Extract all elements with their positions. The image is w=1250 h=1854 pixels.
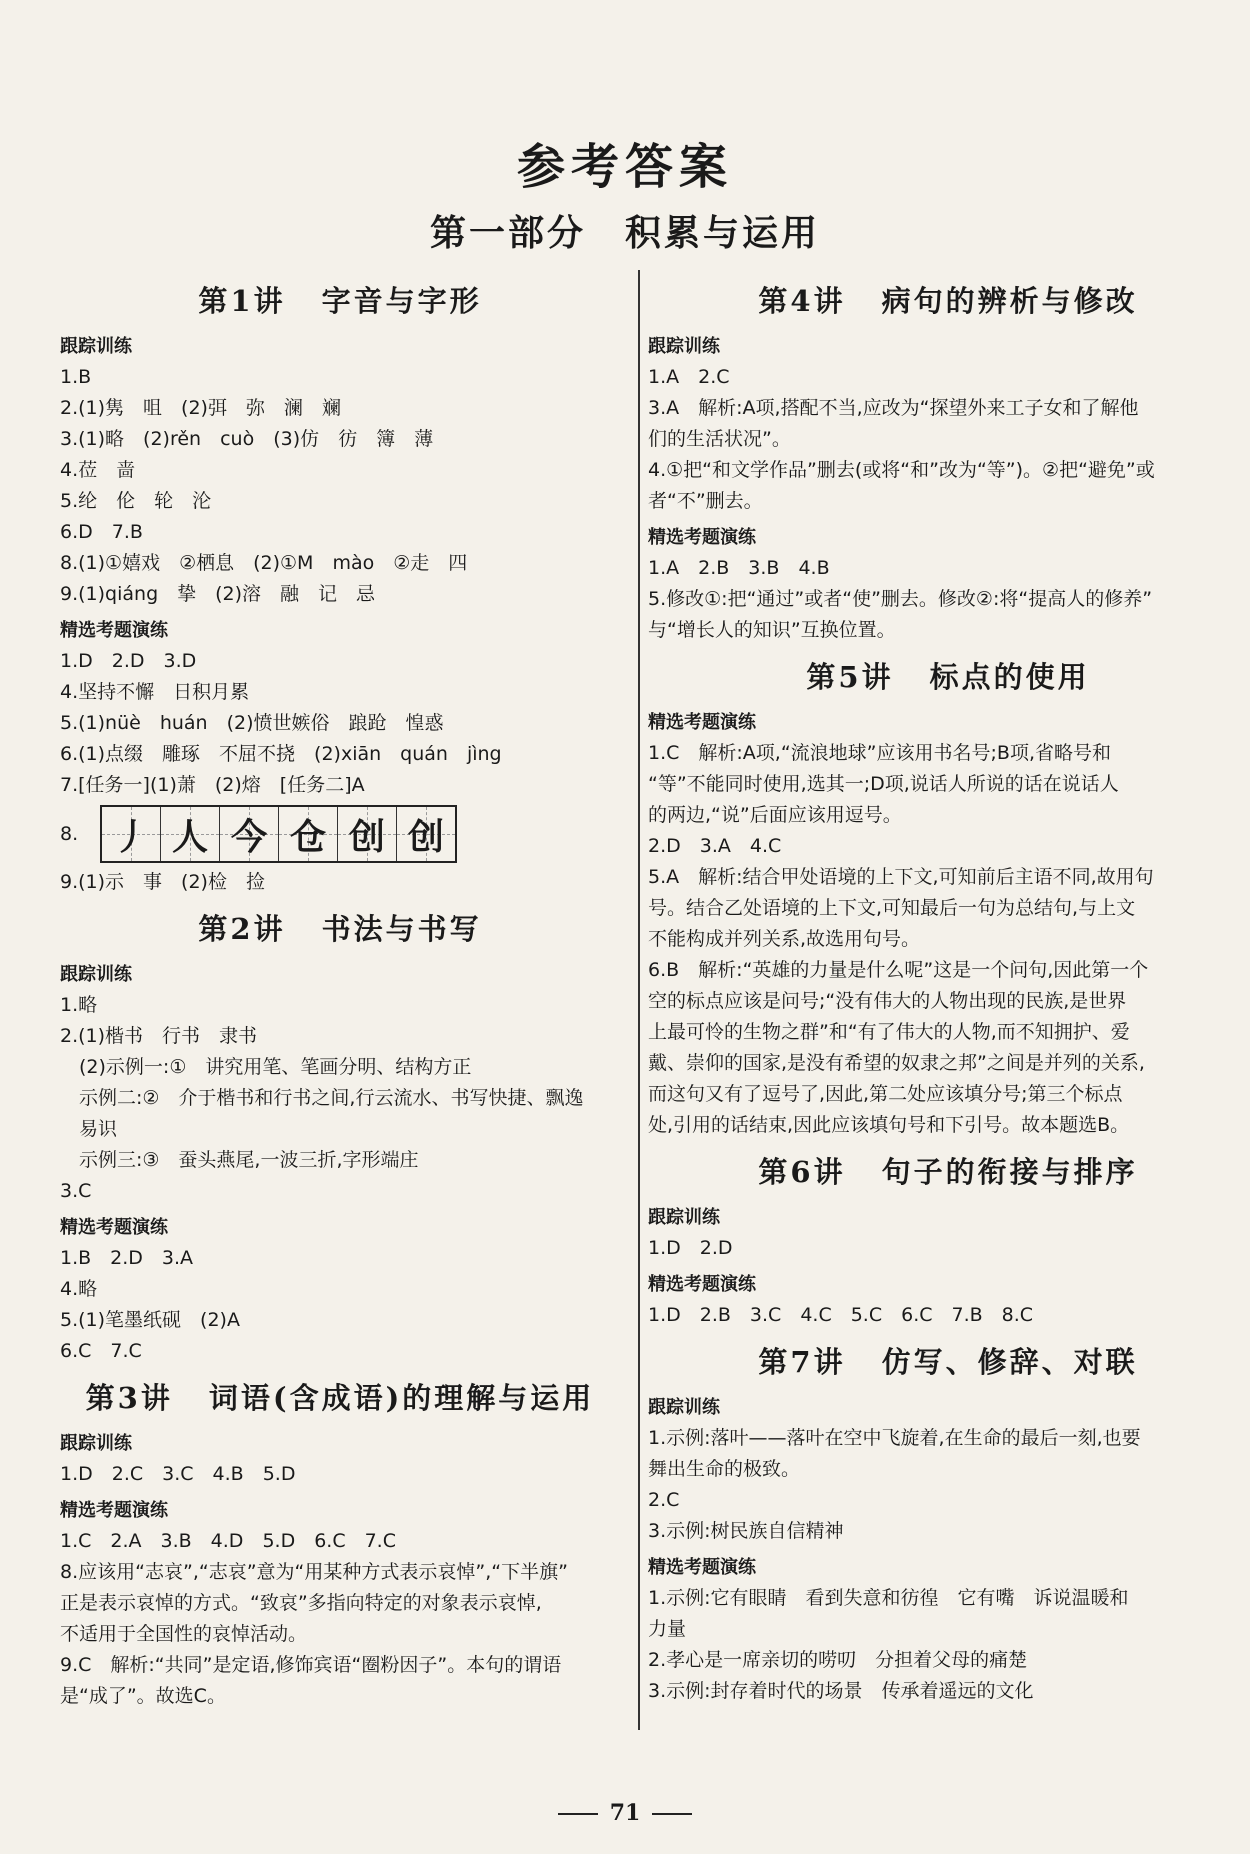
lecture-number: 第5讲: [806, 659, 894, 694]
answer-line: 1.A 2.C: [648, 366, 730, 388]
answer-line: 3.(1)略 (2)rěn cuò (3)仿 彷 簿 薄: [60, 428, 434, 450]
answer-line: 9.(1)qiáng 挚 (2)溶 融 记 忌: [60, 583, 376, 605]
grid-char: 创: [348, 815, 385, 858]
answer-line: 4.坚持不懈 日积月累: [60, 681, 250, 703]
section-label: 精选考题演练: [60, 620, 168, 641]
answer-line: 处,引用的话结束,因此应该填句号和下引号。故本题选B。: [648, 1114, 1130, 1136]
lecture-title: 词语(含成语)的理解与运用: [208, 1380, 595, 1415]
answer-list: [648, 1423, 1248, 1547]
answer-line: 的两边,“说”后面应该用逗号。: [648, 804, 902, 826]
stroke-order-grid: [100, 805, 457, 863]
answer-line: 空的标点应该是问号;“没有伟大的人物出现的民族,是世界: [648, 990, 1127, 1012]
section-label: 跟踪训练: [648, 1207, 720, 1228]
answer-list: [648, 1233, 1248, 1264]
answer-line: 1.C 2.A 3.B 4.D 5.D 6.C 7.C: [60, 1530, 396, 1552]
answer-line: 8.应该用“志哀”,“志哀”意为“用某种方式表示哀悼”,“下半旗”: [60, 1561, 568, 1583]
grid-char: 今: [230, 815, 267, 858]
answer-line: 们的生活状况”。: [648, 428, 791, 450]
answer-line: 号。结合乙处语境的上下文,可知最后一句为总结句,与上文: [648, 897, 1136, 919]
lecture-number: 第4讲: [758, 283, 846, 318]
answer-line: 3.A 解析:A项,搭配不当,应改为“探望外来工子女和了解他: [648, 397, 1139, 419]
answer-list: [648, 553, 1248, 646]
answer-line: 1.D 2.B 3.C 4.C 5.C 6.C 7.B 8.C: [648, 1304, 1034, 1326]
answer-list: [648, 1300, 1248, 1331]
answer-line: 6.(1)点缀 雕琢 不屈不挠 (2)xiān quán jìng: [60, 743, 502, 765]
grid-cell: [397, 807, 455, 861]
answer-line: 7.[任务一](1)萧 (2)熔 [任务二]A: [60, 774, 365, 796]
section-label: 精选考题演练: [648, 712, 756, 733]
answer-line: 5.(1)nüè huán (2)愤世嫉俗 踉跄 惶惑: [60, 712, 444, 734]
lecture-title: 字音与字形: [321, 283, 482, 318]
answer-line: 2.C: [648, 1489, 680, 1511]
page-number-dash: [558, 1813, 598, 1815]
lecture-title: 仿写、修辞、对联: [881, 1344, 1138, 1379]
grid-cell: [220, 807, 279, 861]
answer-line: 2.孝心是一席亲切的唠叨 分担着父母的痛楚: [648, 1649, 1028, 1671]
answer-line: 1.A 2.B 3.B 4.B: [648, 557, 830, 579]
grid-cell: [279, 807, 338, 861]
answer-line: 2.(1)隽 咀 (2)弭 弥 澜 斓: [60, 397, 341, 419]
answer-line: 8.(1)①嬉戏 ②栖息 (2)①M mào ②走 四: [60, 552, 468, 574]
answer-line: 1.B 2.D 3.A: [60, 1247, 194, 1269]
answer-list: [60, 1243, 620, 1367]
answer-line: 5.A 解析:结合甲处语境的上下文,可知前后主语不同,故用句: [648, 866, 1154, 888]
answer-line: “等”不能同时使用,选其一;D项,说话人所说的话在说话人: [648, 773, 1119, 795]
lecture-title: 书法与书写: [321, 911, 482, 946]
item-number: 8.: [60, 823, 79, 845]
answer-line: 3.示例:封存着时代的场景 传承着遥远的文化: [648, 1680, 1034, 1702]
section-label: 跟踪训练: [60, 1433, 132, 1454]
answer-line: 2.D 3.A 4.C: [648, 835, 782, 857]
answer-line: 5.修改①:把“通过”或者“使”删去。修改②:将“提高人的修养”: [648, 588, 1153, 610]
answer-line: 1.C 解析:A项,“流浪地球”应该用书名号;B项,省略号和: [648, 742, 1111, 764]
answer-line: 而这句又有了逗号了,因此,第二处应该填分号;第三个标点: [648, 1083, 1123, 1105]
lecture-1-heading: [60, 276, 620, 322]
page-number-text: 71: [609, 1800, 641, 1826]
grid-cell: [102, 807, 161, 861]
lecture-title: 标点的使用: [929, 659, 1090, 694]
answer-list: [648, 738, 1248, 1141]
lecture-4-heading: [648, 276, 1248, 322]
section-label: 精选考题演练: [648, 1274, 756, 1295]
answer-line: 示例三:③ 蚕头燕尾,一波三折,字形端庄: [60, 1149, 419, 1171]
answer-line: 9.C 解析:“共同”是定语,修饰宾语“圈粉因子”。本句的谓语: [60, 1654, 562, 1676]
section-label: 精选考题演练: [648, 1557, 756, 1578]
lecture-number: 第3讲: [85, 1380, 173, 1415]
answer-list: [60, 646, 620, 801]
section-label: 跟踪训练: [60, 336, 132, 357]
lecture-5-heading: [648, 652, 1248, 698]
answer-line: 5.纶 伦 轮 沦: [60, 490, 212, 512]
section-label: 精选考题演练: [60, 1500, 168, 1521]
lecture-number: 第6讲: [758, 1154, 846, 1189]
answer-line: 6.D 7.B: [60, 521, 143, 543]
answer-line: 4.略: [60, 1278, 98, 1300]
lecture-2-heading: [60, 904, 620, 950]
answer-line: 3.示例:树民族自信精神: [648, 1520, 844, 1542]
answer-line: 1.示例:落叶——落叶在空中飞旋着,在生命的最后一刻,也要: [648, 1427, 1141, 1449]
answer-line: 4.①把“和文学作品”删去(或将“和”改为“等”)。②把“避免”或: [648, 459, 1155, 481]
lecture-3-heading: [60, 1373, 620, 1419]
answer-line: 上最可怜的生物之群”和“有了伟大的人物,而不知拥护、爱: [648, 1021, 1130, 1043]
answer-line: 1.D 2.C 3.C 4.B 5.D: [60, 1463, 296, 1485]
lecture-number: 第1讲: [198, 283, 286, 318]
left-column: [60, 270, 620, 1712]
section-label: 跟踪训练: [648, 336, 720, 357]
answer-list: [60, 1459, 620, 1490]
answer-line: 易识: [60, 1118, 118, 1140]
answer-list: [60, 990, 620, 1207]
answer-line: 2.(1)楷书 行书 隶书: [60, 1025, 258, 1047]
answer-line: 9.(1)示 事 (2)检 捡: [60, 871, 265, 893]
answer-line: 舞出生命的极致。: [648, 1458, 801, 1480]
answer-list: [60, 1526, 620, 1712]
grid-cell: [161, 807, 220, 861]
right-column: [648, 270, 1248, 1707]
grid-char: 创: [407, 815, 444, 858]
answer-line: 不适用于全国性的哀悼活动。: [60, 1623, 308, 1645]
answer-line: 5.(1)笔墨纸砚 (2)A: [60, 1309, 240, 1331]
lecture-6-heading: [648, 1147, 1248, 1193]
answer-line: 1.D 2.D 3.D: [60, 650, 197, 672]
answer-line: 1.B: [60, 366, 92, 388]
part-title: 第一部分 积累与运用: [429, 212, 820, 254]
column-divider: [638, 270, 640, 1730]
answer-line: 者“不”删去。: [648, 490, 763, 512]
section-label: 跟踪训练: [60, 964, 132, 985]
answer-line: (2)示例一:① 讲究用笔、笔画分明、结构方正: [60, 1056, 472, 1078]
grid-char: 人: [171, 815, 208, 858]
answer-line: 3.C: [60, 1180, 92, 1202]
grid-char: 丿: [112, 815, 149, 858]
main-title: 参考答案: [516, 139, 733, 195]
answer-line: 是“成了”。故选C。: [60, 1685, 226, 1707]
grid-cell: [338, 807, 397, 861]
stroke-order-item: [60, 805, 620, 863]
answer-line: 戴、崇仰的国家,是没有希望的奴隶之邦”之间是并列的关系,: [648, 1052, 1145, 1074]
section-label: 精选考题演练: [648, 527, 756, 548]
answer-line: 6.B 解析:“英雄的力量是什么呢”这是一个问句,因此第一个: [648, 959, 1149, 981]
answer-line: 1.示例:它有眼睛 看到失意和彷徨 它有嘴 诉说温暖和: [648, 1587, 1129, 1609]
answer-line: 正是表示哀悼的方式。“致哀”多指向特定的对象表示哀悼,: [60, 1592, 542, 1614]
answer-line: 力量: [648, 1618, 687, 1640]
lecture-title: 句子的衔接与排序: [881, 1154, 1138, 1189]
answer-list: [60, 362, 620, 610]
answer-line: 1.D 2.D: [648, 1237, 733, 1259]
answer-line: 与“增长人的知识”互换位置。: [648, 619, 896, 641]
grid-char: 仓: [289, 815, 326, 858]
page-number: [0, 1800, 1250, 1826]
lecture-title: 病句的辨析与修改: [881, 283, 1138, 318]
answer-line: 不能构成并列关系,故选用句号。: [648, 928, 921, 950]
answer-list: [648, 362, 1248, 517]
answer-list: [648, 1583, 1248, 1707]
answer-line: 示例二:② 介于楷书和行书之间,行云流水、书写快捷、飘逸: [60, 1087, 584, 1109]
lecture-number: 第2讲: [198, 911, 286, 946]
section-label: 精选考题演练: [60, 1217, 168, 1238]
answer-list: [60, 867, 620, 898]
lecture-number: 第7讲: [758, 1344, 846, 1379]
answer-line: 6.C 7.C: [60, 1340, 142, 1362]
page-number-dash: [652, 1813, 692, 1815]
answer-line: 1.略: [60, 994, 98, 1016]
lecture-7-heading: [648, 1337, 1248, 1383]
answer-line: 4.莅 啬: [60, 459, 136, 481]
section-label: 跟踪训练: [648, 1397, 720, 1418]
